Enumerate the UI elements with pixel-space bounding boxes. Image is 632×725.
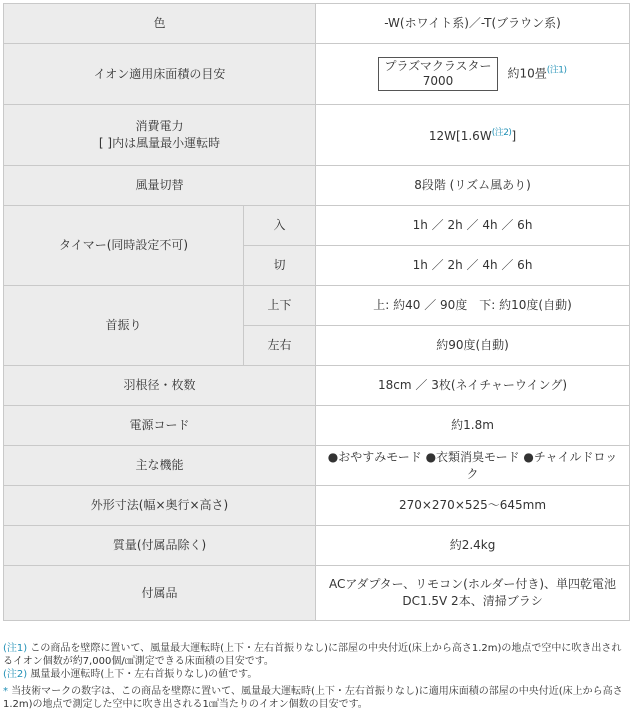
footnote-1: [3, 642, 629, 668]
power-label-title: 消費電力: [135, 119, 184, 133]
note2-ref: (注2): [491, 128, 512, 138]
plasmacluster-badge: [378, 57, 497, 91]
blade-value: 18cm ／ 3枚(ネイチャーウイング): [316, 366, 630, 406]
timer-off-label: 切: [244, 246, 316, 286]
dimensions-value: 270×270×525～645mm: [316, 486, 630, 526]
swing-horizontal-value: 約90度(自動): [316, 326, 630, 366]
footnote-2-mark: (注2): [3, 669, 28, 680]
timer-on-value: 1h ／ 2h ／ 4h ／ 6h: [316, 206, 630, 246]
table-row: [4, 286, 630, 326]
table-row: [4, 4, 630, 44]
power-label: [4, 105, 316, 166]
floor-area-cell: [316, 44, 630, 105]
power-label-sub: [ ]内は風量最小運転時: [98, 136, 221, 150]
swing-vertical-value: 上: 約40 ／ 90度 下: 約10度(自動): [316, 286, 630, 326]
blade-label: 羽根径・枚数: [4, 366, 316, 406]
spec-table: [3, 3, 630, 621]
table-row: [4, 406, 630, 446]
table-row: [4, 526, 630, 566]
color-label: 色: [4, 4, 316, 44]
power-value-close: ]: [511, 129, 517, 143]
floor-area-value: 約10畳: [507, 66, 547, 81]
table-row: [4, 44, 630, 105]
dimensions-label: 外形寸法(幅×奥行×高さ): [4, 486, 316, 526]
footnote-1-mark: (注1): [3, 643, 28, 654]
table-row: [4, 206, 630, 246]
timer-label: タイマー(同時設定不可): [4, 206, 244, 286]
mass-value: 約2.4kg: [316, 526, 630, 566]
swing-label: 首振り: [4, 286, 244, 366]
power-value: [316, 105, 630, 166]
airflow-label: 風量切替: [4, 166, 316, 206]
swing-vertical-label: 上下: [244, 286, 316, 326]
cord-value: 約1.8m: [316, 406, 630, 446]
timer-off-value: 1h ／ 2h ／ 4h ／ 6h: [316, 246, 630, 286]
footnote-2: [3, 668, 629, 681]
table-row: [4, 486, 630, 526]
cord-label: 電源コード: [4, 406, 316, 446]
footnote-star-text: 当技術マークの数字は、この商品を壁際に置いて、風量最大運転時(上下・左右首振りなし)に適用床面積の部屋の中央付近(床上から高さ1.2m)の地点で測定した空中に吹き出される1㎤当たりのイオン個数の目安です。: [3, 686, 623, 710]
table-row: [4, 166, 630, 206]
power-value-main: 12W: [428, 129, 457, 143]
airflow-value: 8段階 (リズム風あり): [316, 166, 630, 206]
power-value-min: [1.6W: [456, 129, 492, 143]
features-value: ●おやすみモード ●衣類消臭モード ●チャイルドロック: [316, 446, 630, 486]
accessories-line-1: ACアダプター、リモコン(ホルダー付き)、単四乾電池: [328, 577, 617, 591]
note1-ref: (注1): [546, 65, 567, 76]
floor-area-label: イオン適用床面積の目安: [4, 44, 316, 105]
accessories-label: 付属品: [4, 566, 316, 621]
accessories-line-2: DC1.5V 2本、清掃ブラシ: [402, 594, 543, 608]
timer-on-label: 入: [244, 206, 316, 246]
table-row: [4, 566, 630, 621]
accessories-value: [316, 566, 630, 621]
swing-horizontal-label: 左右: [244, 326, 316, 366]
plasmacluster-badge-number: 7000: [422, 74, 454, 88]
color-value: -W(ホワイト系)／-T(ブラウン系): [316, 4, 630, 44]
footnote-star: [3, 685, 629, 711]
table-row: [4, 366, 630, 406]
mass-label: 質量(付属品除く): [4, 526, 316, 566]
plasmacluster-badge-name: プラズマクラスター: [384, 59, 492, 73]
footnote-star-mark: *: [3, 686, 8, 697]
footnotes: [3, 642, 629, 711]
table-row: [4, 446, 630, 486]
footnote-1-text: この商品を壁際に置いて、風量最大運転時(上下・左右首振りなし)に部屋の中央付近(床上から高さ1.2m)の地点で空中に吹き出されるイオン個数が約7,000個/㎤測定できる床面積の目安です。: [3, 643, 622, 667]
features-label: 主な機能: [4, 446, 316, 486]
footnote-2-text: 風量最小運転時(上下・左右首振りなし)の値です。: [27, 669, 258, 680]
table-row: [4, 105, 630, 166]
